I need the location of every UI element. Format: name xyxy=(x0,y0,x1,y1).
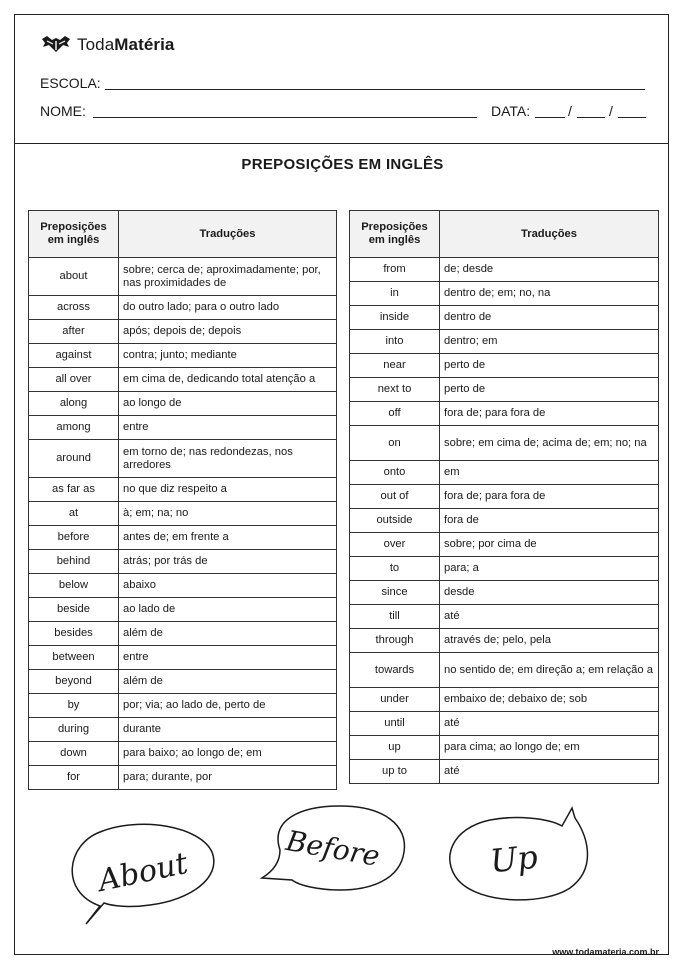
preposition-cell: near xyxy=(350,354,440,378)
translation-cell: até xyxy=(440,605,659,629)
translation-cell: perto de xyxy=(440,354,659,378)
preposition-cell: beyond xyxy=(29,670,119,694)
preposition-cell: beside xyxy=(29,598,119,622)
translation-cell: em cima de, dedicando total atenção a xyxy=(119,368,337,392)
preposition-cell: up to xyxy=(350,760,440,784)
translation-cell: perto de xyxy=(440,378,659,402)
translation-cell: no que diz respeito a xyxy=(119,478,337,502)
preposition-cell: to xyxy=(350,557,440,581)
preposition-cell: about xyxy=(29,258,119,296)
translation-cell: antes de; em frente a xyxy=(119,526,337,550)
preposition-cell: behind xyxy=(29,550,119,574)
column-header-trad: Traduções xyxy=(440,211,659,258)
translation-cell: para; a xyxy=(440,557,659,581)
preposition-cell: on xyxy=(350,426,440,461)
translation-cell: fora de xyxy=(440,509,659,533)
translation-cell: para cima; ao longo de; em xyxy=(440,736,659,760)
column-header-trad: Traduções xyxy=(119,211,337,258)
preposition-cell: through xyxy=(350,629,440,653)
translation-cell: dentro de; em; no, na xyxy=(440,282,659,306)
preposition-cell: in xyxy=(350,282,440,306)
date-separator: / xyxy=(568,103,572,119)
bubble-word: About xyxy=(95,845,191,899)
footer-url: www.todamateria.com.br xyxy=(552,947,659,957)
preposition-cell: from xyxy=(350,258,440,282)
translation-cell: sobre; cerca de; aproximadamente; por, nas proximidades de xyxy=(119,258,337,296)
preposition-cell: as far as xyxy=(29,478,119,502)
preposition-cell: by xyxy=(29,694,119,718)
preposition-cell: around xyxy=(29,440,119,478)
preposition-cell: against xyxy=(29,344,119,368)
preposition-cell: besides xyxy=(29,622,119,646)
preposition-cell: during xyxy=(29,718,119,742)
translation-cell: por; via; ao lado de, perto de xyxy=(119,694,337,718)
translation-cell: até xyxy=(440,760,659,784)
translation-cell: sobre; por cima de xyxy=(440,533,659,557)
preposition-cell: along xyxy=(29,392,119,416)
preposition-cell: towards xyxy=(350,653,440,688)
preposition-cell: until xyxy=(350,712,440,736)
translation-cell: do outro lado; para o outro lado xyxy=(119,296,337,320)
preposition-cell: up xyxy=(350,736,440,760)
school-label: ESCOLA: xyxy=(40,75,101,91)
preposition-cell: next to xyxy=(350,378,440,402)
preposition-cell: since xyxy=(350,581,440,605)
preposition-cell: out of xyxy=(350,485,440,509)
translation-cell: fora de; para fora de xyxy=(440,485,659,509)
translation-cell: desde xyxy=(440,581,659,605)
preposition-cell: across xyxy=(29,296,119,320)
translation-cell: em xyxy=(440,461,659,485)
translation-cell: em torno de; nas redondezas, nos arredores xyxy=(119,440,337,478)
date-label: DATA: xyxy=(491,103,531,119)
translation-cell: até xyxy=(440,712,659,736)
translation-cell: além de xyxy=(119,622,337,646)
translation-cell: fora de; para fora de xyxy=(440,402,659,426)
translation-cell: dentro de xyxy=(440,306,659,330)
preposition-cell: inside xyxy=(350,306,440,330)
column-header-prep: Preposições em inglês xyxy=(29,211,119,258)
translation-cell: no sentido de; em direção a; em relação a xyxy=(440,653,659,688)
preposition-cell: under xyxy=(350,688,440,712)
preposition-cell: for xyxy=(29,766,119,790)
date-separator: / xyxy=(609,103,613,119)
preposition-cell: off xyxy=(350,402,440,426)
translation-cell: entre xyxy=(119,416,337,440)
bubble-word: Up xyxy=(488,837,540,881)
preposition-cell: over xyxy=(350,533,440,557)
preposition-cell: between xyxy=(29,646,119,670)
preposition-cell: below xyxy=(29,574,119,598)
brand-name: TodaMatéria xyxy=(77,35,175,54)
preposition-cell: till xyxy=(350,605,440,629)
translation-cell: embaixo de; debaixo de; sob xyxy=(440,688,659,712)
translation-cell: para baixo; ao longo de; em xyxy=(119,742,337,766)
bubble-word: Before xyxy=(283,824,383,873)
name-label: NOME: xyxy=(40,103,86,119)
translation-cell: além de xyxy=(119,670,337,694)
translation-cell: sobre; em cima de; acima de; em; no; na xyxy=(440,426,659,461)
preposition-cell: after xyxy=(29,320,119,344)
translation-cell: após; depois de; depois xyxy=(119,320,337,344)
translation-cell: para; durante, por xyxy=(119,766,337,790)
page-title: PREPOSIÇÕES EM INGLÊS xyxy=(241,156,444,173)
preposition-cell: before xyxy=(29,526,119,550)
translation-cell: de; desde xyxy=(440,258,659,282)
translation-cell: contra; junto; mediante xyxy=(119,344,337,368)
preposition-cell: all over xyxy=(29,368,119,392)
preposition-cell: outside xyxy=(350,509,440,533)
preposition-cell: down xyxy=(29,742,119,766)
translation-cell: através de; pelo, pela xyxy=(440,629,659,653)
preposition-cell: onto xyxy=(350,461,440,485)
translation-cell: dentro; em xyxy=(440,330,659,354)
translation-cell: ao lado de xyxy=(119,598,337,622)
translation-cell: ao longo de xyxy=(119,392,337,416)
preposition-cell: into xyxy=(350,330,440,354)
translation-cell: durante xyxy=(119,718,337,742)
column-header-prep: Preposições em inglês xyxy=(350,211,440,258)
translation-cell: atrás; por trás de xyxy=(119,550,337,574)
preposition-cell: at xyxy=(29,502,119,526)
translation-cell: abaixo xyxy=(119,574,337,598)
translation-cell: entre xyxy=(119,646,337,670)
preposition-cell: among xyxy=(29,416,119,440)
translation-cell: à; em; na; no xyxy=(119,502,337,526)
